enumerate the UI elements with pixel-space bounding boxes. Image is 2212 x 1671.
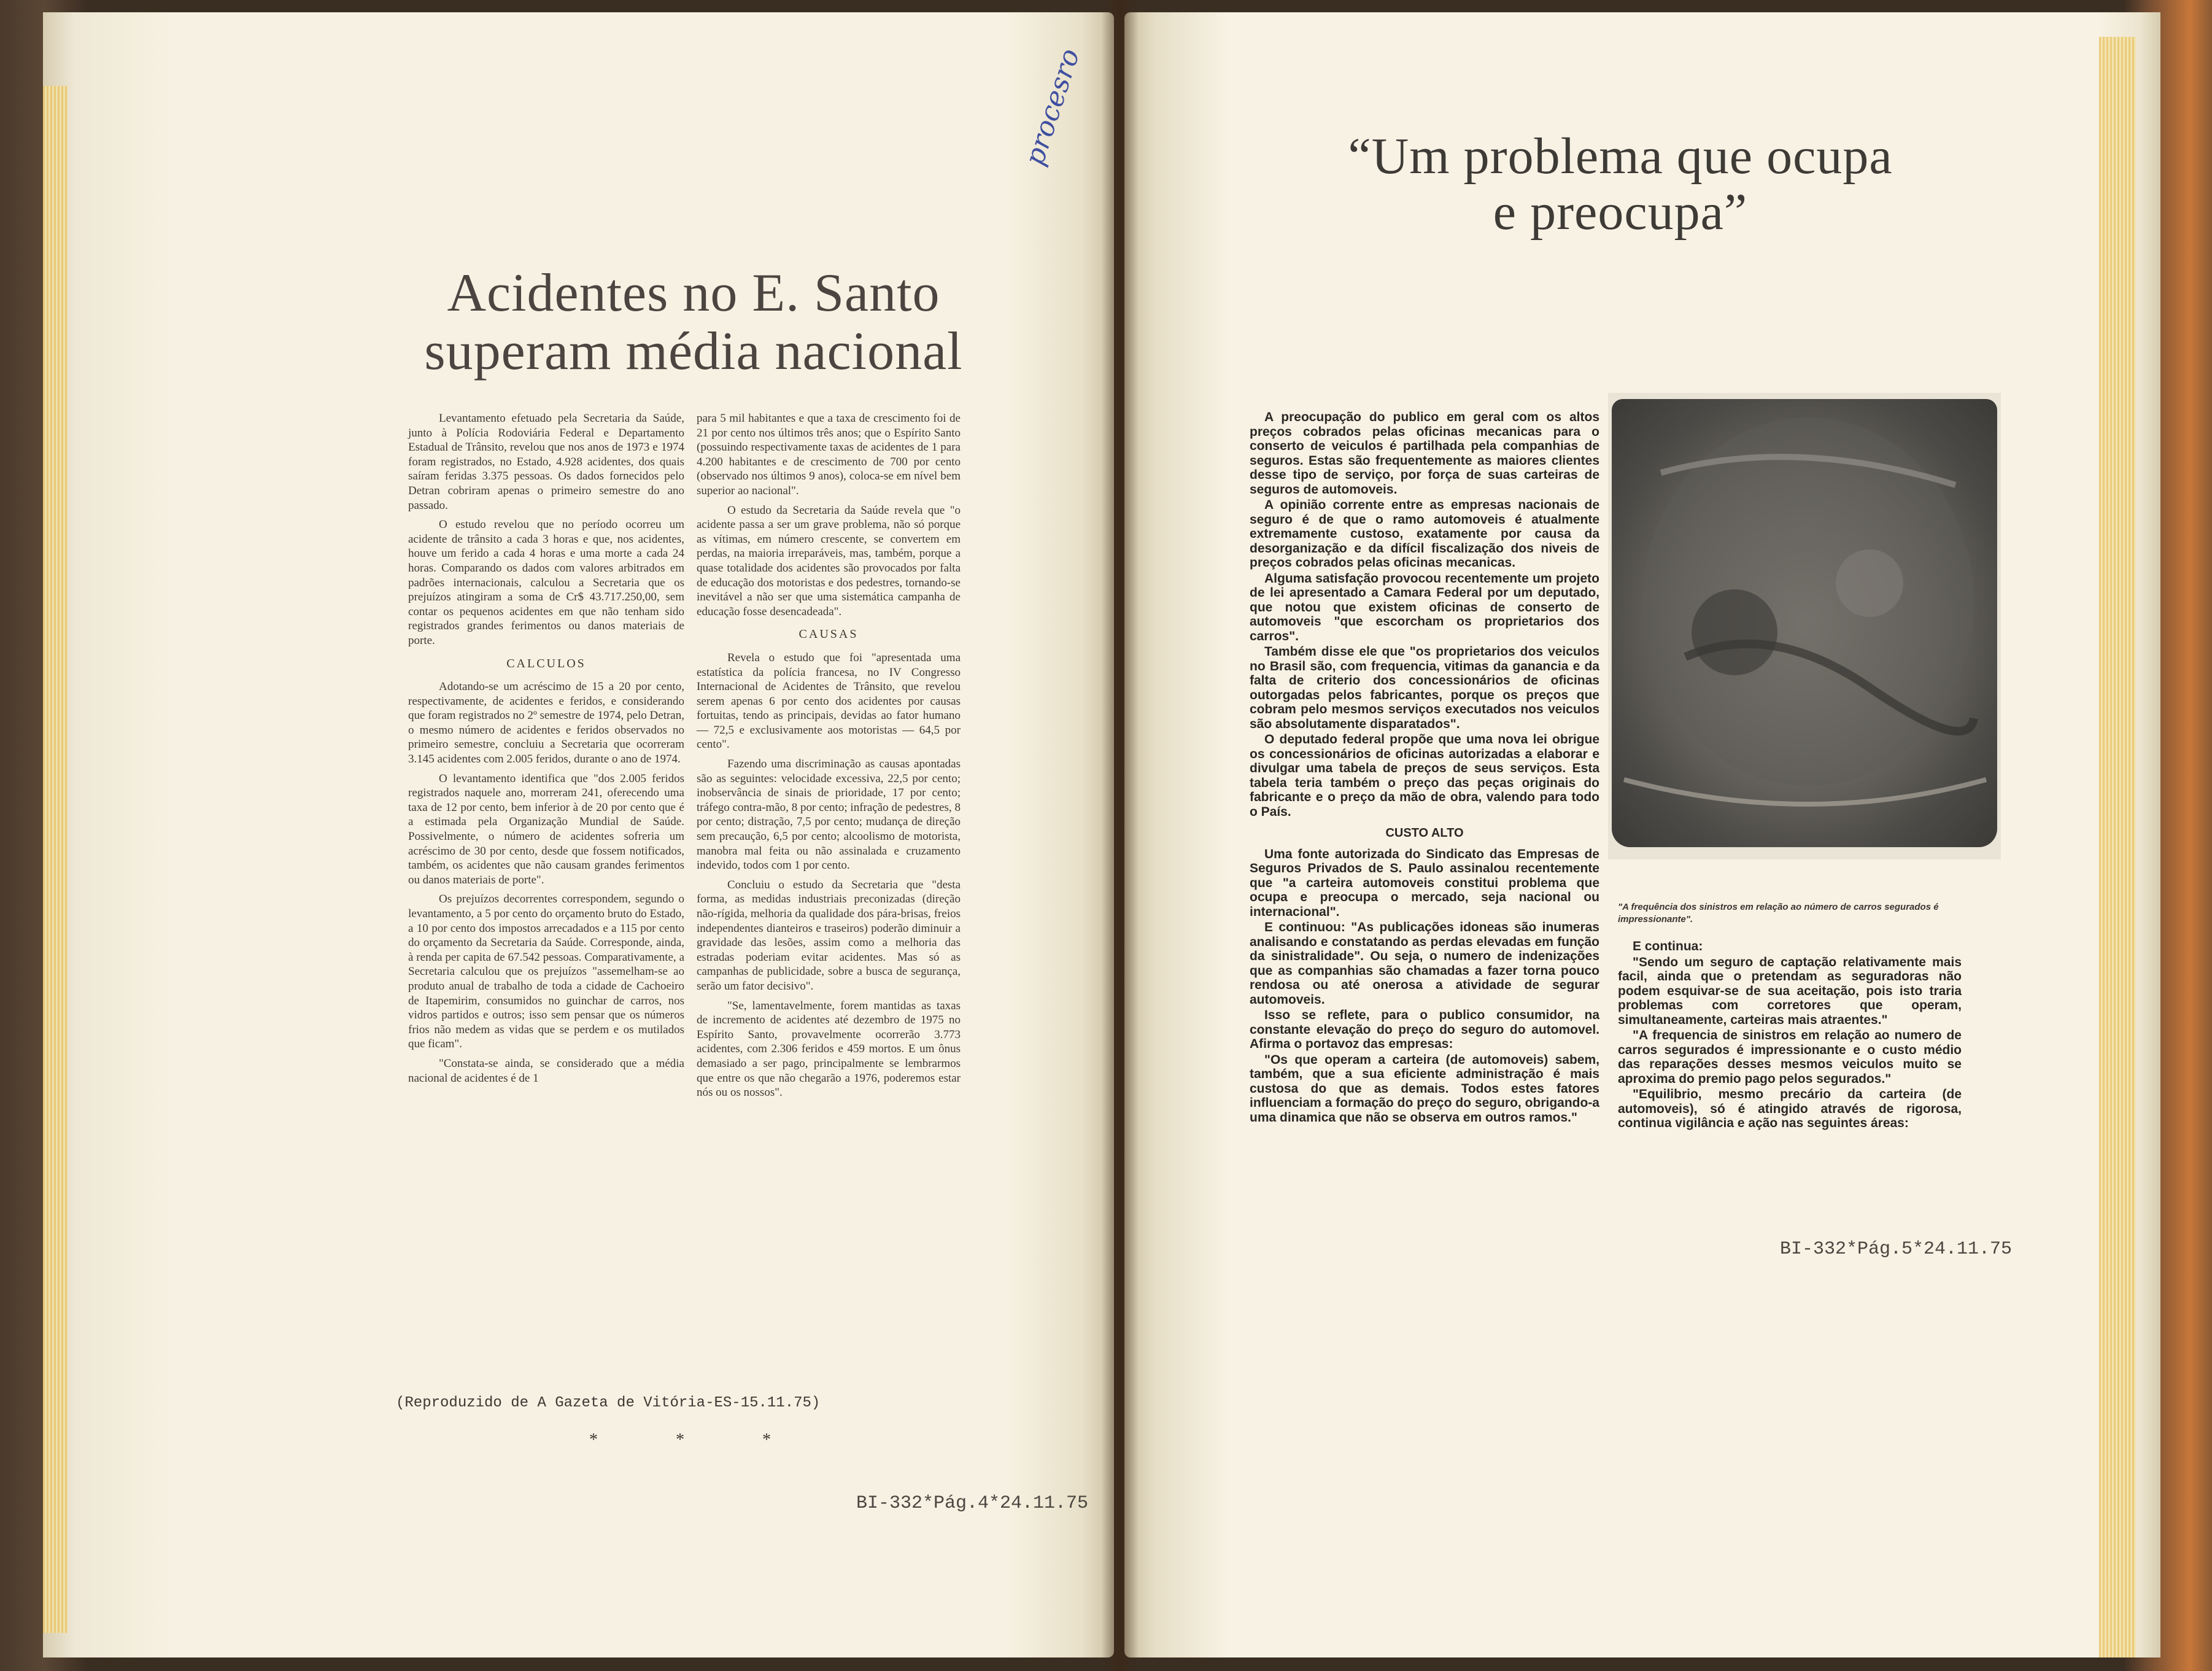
handwritten-note: procesro [1019,45,1086,169]
article-paragraph: E continua: [1633,939,1703,953]
right-headline [1228,129,2013,240]
subhead-causas: CAUSAS [799,627,859,642]
article-paragraph: Levantamento efetuado pela Secretaria da Saúde, junto à Polícia Rodoviária Federal e Departamento Estadual de Trânsito, revelou que nos anos de 1973 e 1974 foram registrados, no Estado, 4.928 acidentes, dos quais saíram feridas 3.375 pessoas. Os dados fornecidos pelo Detran cobriram apenas o primeiro semestre do ano passado. [408,412,684,512]
article-paragraph: E continuou: "As publicações idoneas são inumeras analisando e constatando as perdas elevadas em função da sinistralidade". Ou seja, o numero de indenizações que as companhias são chamadas a fazer torna pouco rendosa ou até onerosa a atividade de segurar automoveis. [1250,920,1599,1007]
right-headline-line2: e preocupa” [1493,183,1748,241]
article-paragraph: A preocupação do publico em geral com os altos preços cobrados pelas oficinas mecanicas para o conserto de veiculos é partilhada pela companhias de seguros. Estas são frequentemente as maiores clientes desse tipo de serviço, por força de suas carteiras de seguros de automoveis. [1250,410,1599,497]
left-headline-line2: superam média nacional [424,322,963,382]
article-paragraph: Revela o estudo que foi "apresentada uma estatística da polícia francesa, no IV Congresso Internacional de Acidentes de Trânsito, que revelou serem apenas 6 por cento dos acidentes por causas fortuitas, tendo as principais, devidas ao fator humano — 72,5 e exclusivamente aos motoristas — 64,5 por cento". [697,651,961,751]
article-paragraph: O estudo da Secretaria da Saúde revela que "o acidente passa a ser um grave problema, não só porque as vítimas, em número crescente, se convertem em perdas, na maioria irreparáveis, mas, também, porque a quase totalidade dos acidentes são provocados por falta de educação dos motoristas e dos pedestres, tornando-se inevitável a não ser que uma sistemática campanha de educação fosse desencadeada". [697,503,961,618]
article-paragraph: A opinião corrente entre as empresas nacionais de seguro é de que o ramo automoveis é atualmente extremamente custoso, exatamente por causa da desorganização e da difícil fiscalização dos niveis de preços cobrados pelas oficinas mecanicas. [1250,498,1599,570]
left-headline-line1: Acidentes no E. Santo [447,263,940,323]
section-stars: * * * [589,1430,808,1449]
source-note: (Reproduzido de A Gazeta de Vitória-ES-15.11.75) [396,1395,821,1411]
page-stamp-right: BI-332*Pág.5*24.11.75 [1780,1239,2013,1260]
article-paragraph: para 5 mil habitantes e que a taxa de crescimento foi de 21 por cento nos últimos três anos; que o Espírito Santo (possuindo respectivamente taxas de acidentes de 1 para 4.200 habitantes e de crescimento de 700 por cento (observado nos últimos 9 anos), coloca-se em nível bem superior ao nacional". [697,412,961,497]
article-paragraph: Fazendo uma discriminação as causas apontadas são as seguintes: velocidade excessiva, 22,5 por cento; inobservância de sinais de prioridade, 17 por cento; tráfego contra-mão, 8 por cento; infração de pedestres, 8 por cento; distração, 7,5 por cento; mudança de direção sem precaução, 6,5 por cento; alcoolismo de motorista, manobra mal feita ou não assinalada e cruzamento indevido, todos com 1 por cento. [697,758,961,872]
article-paragraph: "Os que operam a carteira (de automoveis) sabem, também, que a sua eficiente administração é mais custosa do que as demais. Todos estes fatores influenciam a formação do preço do seguro, obrigando-a uma dinamica que não se observa em outros ramos." [1250,1052,1599,1125]
right-article-column-1 [1250,410,1599,1126]
article-paragraph: Uma fonte autorizada do Sindicato das Empresas de Seguros Privados de S. Paulo assinalou recentemente que "a carteira automoveis constitui problema que ocupa e preocupa o mercado, seja nacional ou internacional". [1250,847,1599,919]
page-stamp-left: BI-332*Pág.4*24.11.75 [856,1493,1089,1514]
right-page-edge [2099,37,2136,1657]
left-article-column-2 [697,411,961,1105]
photo-texture [1612,399,1997,847]
left-page-edge [43,86,68,1633]
article-paragraph: "Sendo um seguro de captação relativamente mais facil, ainda que o pretendam as seguradoras não podem esquivar-se de sua aceitação, pois isto traria problemas com corretores que operam, simultaneamente, carteiras mais atraentes." [1618,955,1962,1027]
right-article-column-2 [1618,939,1962,1132]
left-article-column-1 [408,411,684,1090]
article-paragraph: Alguma satisfação provocou recentemente um projeto de lei apresentado a Camara Federal por um deputado, que notou que existem oficinas de conserto de automoveis "que escorcham os proprietarios dos carros". [1250,571,1599,643]
photo-caption: "A frequência dos sinistros em relação ao número de carros segurados é impressionante". [1618,902,1939,925]
subhead-custo-alto: CUSTO ALTO [1385,826,1464,840]
article-paragraph: "Se, lamentavelmente, forem mantidas as taxas de incremento de acidentes até dezembro de 1975 no Espírito Santo, provavelmente ocorrerão 3.773 acidentes, com 2.306 feridos e 459 mortos. E um ônus demasiado a ser pago, principalmente se lembrarmos que entre os que não chegarão a 1976, poderemos estar nós ou os nossos". [697,999,961,1099]
article-paragraph: Os prejuízos decorrentes correspondem, segundo o levantamento, a 5 por cento do orçamento bruto do Estado, a 10 por cento dos impostos arrecadados e a 115 por cento do orçamento da Secretaria da Saúde. Corresponde, ainda, à renda per capita de 67.542 pessoas. Comparativamente, a Secretaria calculou que os prejuízos "assemelham-se ao produto anual de trabalho de toda a cidade de Cachoeiro de Itapemirim, consumidos no guinchar de carros, nos vidros partidos e outros; isso sem pensar que os números frios não medem as vidas que se perdem e os mutilados que ficam". [408,893,684,1051]
article-paragraph: Concluiu o estudo da Secretaria que "desta forma, as medidas industriais preconizadas (direção não-rígida, melhoria da qualidade dos pára-brisas, freios independentes dianteiros e traseiros) poderão diminuir a gravidade das lesões, assim como a melhoria das estradas poderiam evitar acidentes. Mas só as campanhas de publicidade, sobre a busca de segurança, serão um fator decisivo". [697,878,961,993]
article-paragraph: Isso se reflete, para o publico consumidor, na constante elevação do preço do seguro do automovel. Afirma o portavoz das empresas: [1250,1008,1599,1051]
article-paragraph: "A frequencia de sinistros em relação ao numero de carros segurados é impressionante e o custo médio das reparações desses mesmos veiculos muito se aproxima do premio pago pelos segurados." [1618,1028,1962,1086]
article-paragraph: "Equilibrio, mesmo precário da carteira (de automoveis), só é atingido através de rigorosa, continua vigilância e ação nas seguintes áreas: [1618,1087,1962,1130]
article-paragraph: O estudo revelou que no período ocorreu um acidente de trânsito a cada 3 horas e que, nos acidentes, houve um ferido a cada 4 horas e uma morte a cada 24 horas. Comparando os dados com valores arbitrados em padrões internacionais, calculou a Secretaria que os prejuízos atingiram a soma de Cr$ 43.717.250,00, sem contar os pequenos acidentes em que não tenham sido registrados grandes ferimentos ou danos materiais de porte. [408,518,684,647]
right-headline-line1: “Um problema que ocupa [1348,128,1893,185]
article-paragraph: "Constata-se ainda, se considerado que a média nacional de acidentes é de 1 [408,1056,684,1085]
article-paragraph: O deputado federal propõe que uma nova lei obrigue os concessionários de oficinas autorizadas a elaborar e divulgar uma tabela de preços de seus serviços. Esta tabela teria também o preço das peças originais do fabricante e o preço da mão de obra, valendo para todo o País. [1250,732,1599,819]
article-paragraph: Adotando-se um acréscimo de 15 a 20 por cento, respectivamente, de acidentes e feridos, e considerando que foram registrados no 2º semestre de 1974, pelo Detran, o mesmo número de acidentes e feridos observados no primeiro semestre, concluiu a Secretaria que ocorreram 3.145 acidentes com 2.005 feridos, durante o ano de 1974. [408,680,684,766]
left-headline [405,264,982,381]
book-gutter [1102,0,1139,1671]
article-paragraph: Também disse ele que "os proprietarios dos veiculos no Brasil são, com frequencia, vitimas da ganancia e da falta de criterio dos concessionários de oficinas outorgadas pelos fabricantes, porque os preços que cobram pelo mesmos serviços executados nos veiculos são absolutamente disparatados". [1250,645,1599,731]
subhead-calculos: CALCULOS [506,656,586,670]
article-paragraph: O levantamento identifica que "dos 2.005 feridos registrados naquele ano, morreram 241, oferecendo uma taxa de 12 por cento, bem inferior à de 20 por cento que é a estimada pela Organização Mundial de Saúde. Possivelmente, o número de acidentes sofreria um acréscimo de 30 por cento, desde que fossem notificados, também, os acidentes que não causam grandes ferimentos ou danos materiais de porte". [408,772,684,886]
car-wreck-photo [1612,399,1997,847]
